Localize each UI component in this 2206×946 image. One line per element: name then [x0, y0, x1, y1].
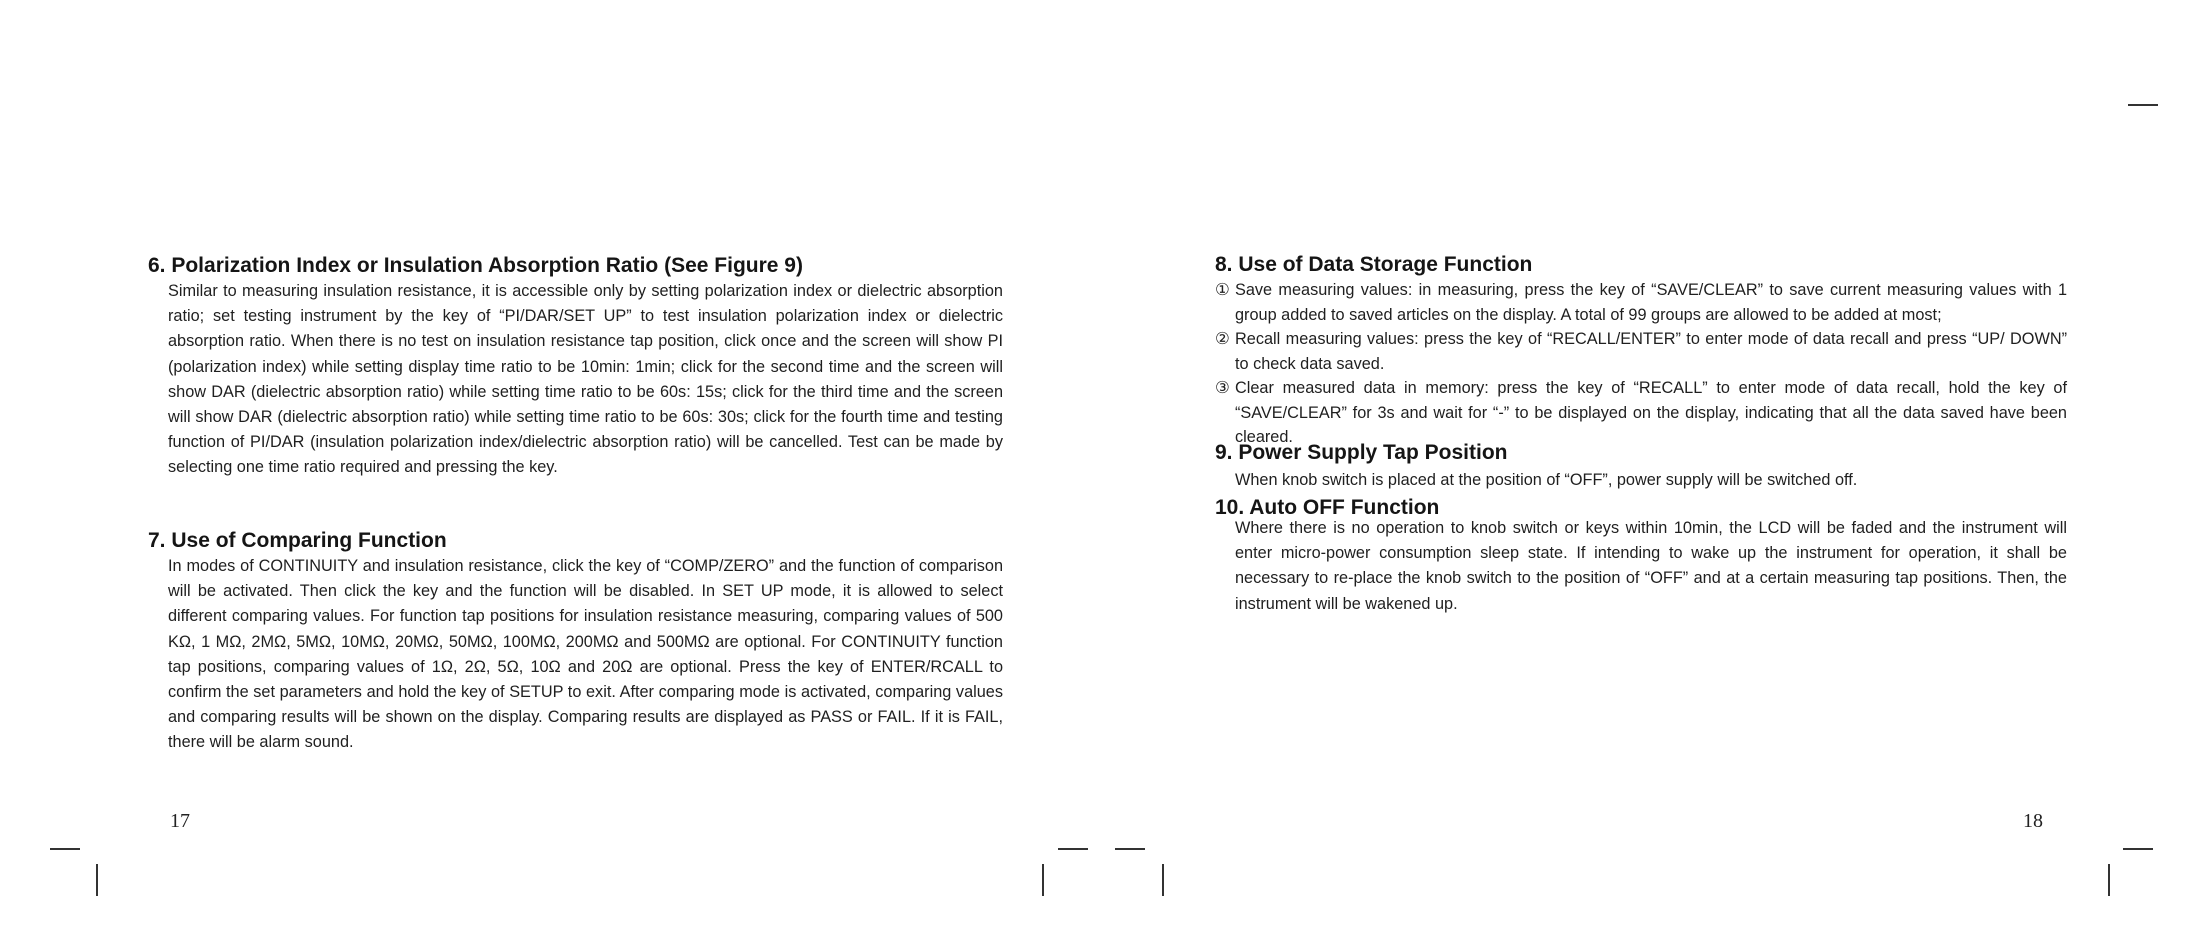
section-10-heading: 10. Auto OFF Function: [1215, 496, 1440, 519]
list-item: [1215, 376, 2067, 450]
list-text: Save measuring values: in measuring, press the key of “SAVE/CLEAR” to save current measuring values with 1 group added to saved articles on the display. A total of 99 groups are allowed to be added at most;: [1235, 281, 2067, 324]
crop-mark: [1058, 848, 1088, 850]
section-9: [1215, 441, 2067, 493]
list-item: [1215, 278, 2067, 327]
section-9-body: When knob switch is placed at the position of “OFF”, power supply will be switched off.: [1235, 471, 1858, 489]
section-8: [1215, 253, 2067, 450]
section-10: [1215, 496, 2067, 617]
crop-mark: [1115, 848, 1145, 850]
section-6-body: Similar to measuring insulation resistance, it is accessible only by setting polarization index or dielectric absorption ratio; set testing instrument by the key of “PI/DAR/SET UP” to test insulation polarization index or dielectric absorption ratio. When there is no test on insulation resistance tap position, click once and the screen will show PI (polarization index) while setting display time ratio to be 10min: 1min; click for the second time and the screen will show DAR (dielectric absorption ratio) while setting time ratio to be 60s: 15s; click for the third time and the screen will show DAR (dielectric absorption ratio) while setting time ratio to be 60s: 30s; click for the fourth time and testing function of PI/DAR (insulation polarization index/dielectric absorption ratio) will be cancelled. Test can be made by selecting one time ratio required and pressing the key.: [168, 282, 1003, 477]
page-number-17: 17: [170, 810, 190, 832]
list-text: Clear measured data in memory: press the key of “RECALL” to enter mode of data recall, hold the key of “SAVE/CLEAR” for 3s and wait for “-” to be displayed on the display, indicating that all the data saved have been cleared.: [1235, 379, 2067, 446]
section-7: [148, 529, 1003, 756]
list-item: [1215, 327, 2067, 376]
section-6-heading: 6. Polarization Index or Insulation Absorption Ratio (See Figure 9): [148, 254, 803, 277]
list-text: Recall measuring values: press the key of “RECALL/ENTER” to enter mode of data recall and press “UP/ DOWN” to check data saved.: [1235, 330, 2067, 373]
section-8-heading: 8. Use of Data Storage Function: [1215, 253, 1533, 276]
section-6: [148, 254, 1003, 481]
page-number-18: 18: [2023, 810, 2043, 832]
crop-mark: [2123, 848, 2153, 850]
crop-mark: [2108, 864, 2110, 896]
list-marker: ②: [1215, 330, 1230, 348]
list-marker: ①: [1215, 281, 1230, 299]
crop-mark: [1042, 864, 1044, 896]
data-storage-list: [1215, 278, 2067, 450]
crop-mark: [96, 864, 98, 896]
crop-mark: [1162, 864, 1164, 896]
section-7-heading: 7. Use of Comparing Function: [148, 529, 447, 552]
section-7-body: In modes of CONTINUITY and insulation resistance, click the key of “COMP/ZERO” and the function of comparison will be activated. Then click the key and the function will be disabled. In SET UP mode, it is allowed to select different comparing values. For function tap positions for insulation resistance measuring, comparing values of 500 KΩ, 1 MΩ, 2MΩ, 5MΩ, 10MΩ, 20MΩ, 50MΩ, 100MΩ, 200MΩ and 500MΩ are optional. For CONTINUITY function tap positions, comparing values of 1Ω, 2Ω, 5Ω, 10Ω and 20Ω are optional. Press the key of ENTER/RCALL to confirm the set parameters and hold the key of SETUP to exit. After comparing mode is activated, comparing values and comparing results will be shown on the display. Comparing results are displayed as PASS or FAIL. If it is FAIL, there will be alarm sound.: [168, 557, 1003, 752]
list-marker: ③: [1215, 379, 1230, 397]
section-10-body: Where there is no operation to knob switch or keys within 10min, the LCD will be faded and the instrument will enter micro-power consumption sleep state. If intending to wake up the instrument for operation, it shall be necessary to re-place the knob switch to the position of “OFF” and at a certain measuring tap positions. Then, the instrument will be wakened up.: [1235, 519, 2067, 613]
crop-mark: [2128, 104, 2158, 106]
crop-mark: [50, 848, 80, 850]
section-9-heading: 9. Power Supply Tap Position: [1215, 441, 1508, 464]
right-page: [1103, 0, 2206, 946]
